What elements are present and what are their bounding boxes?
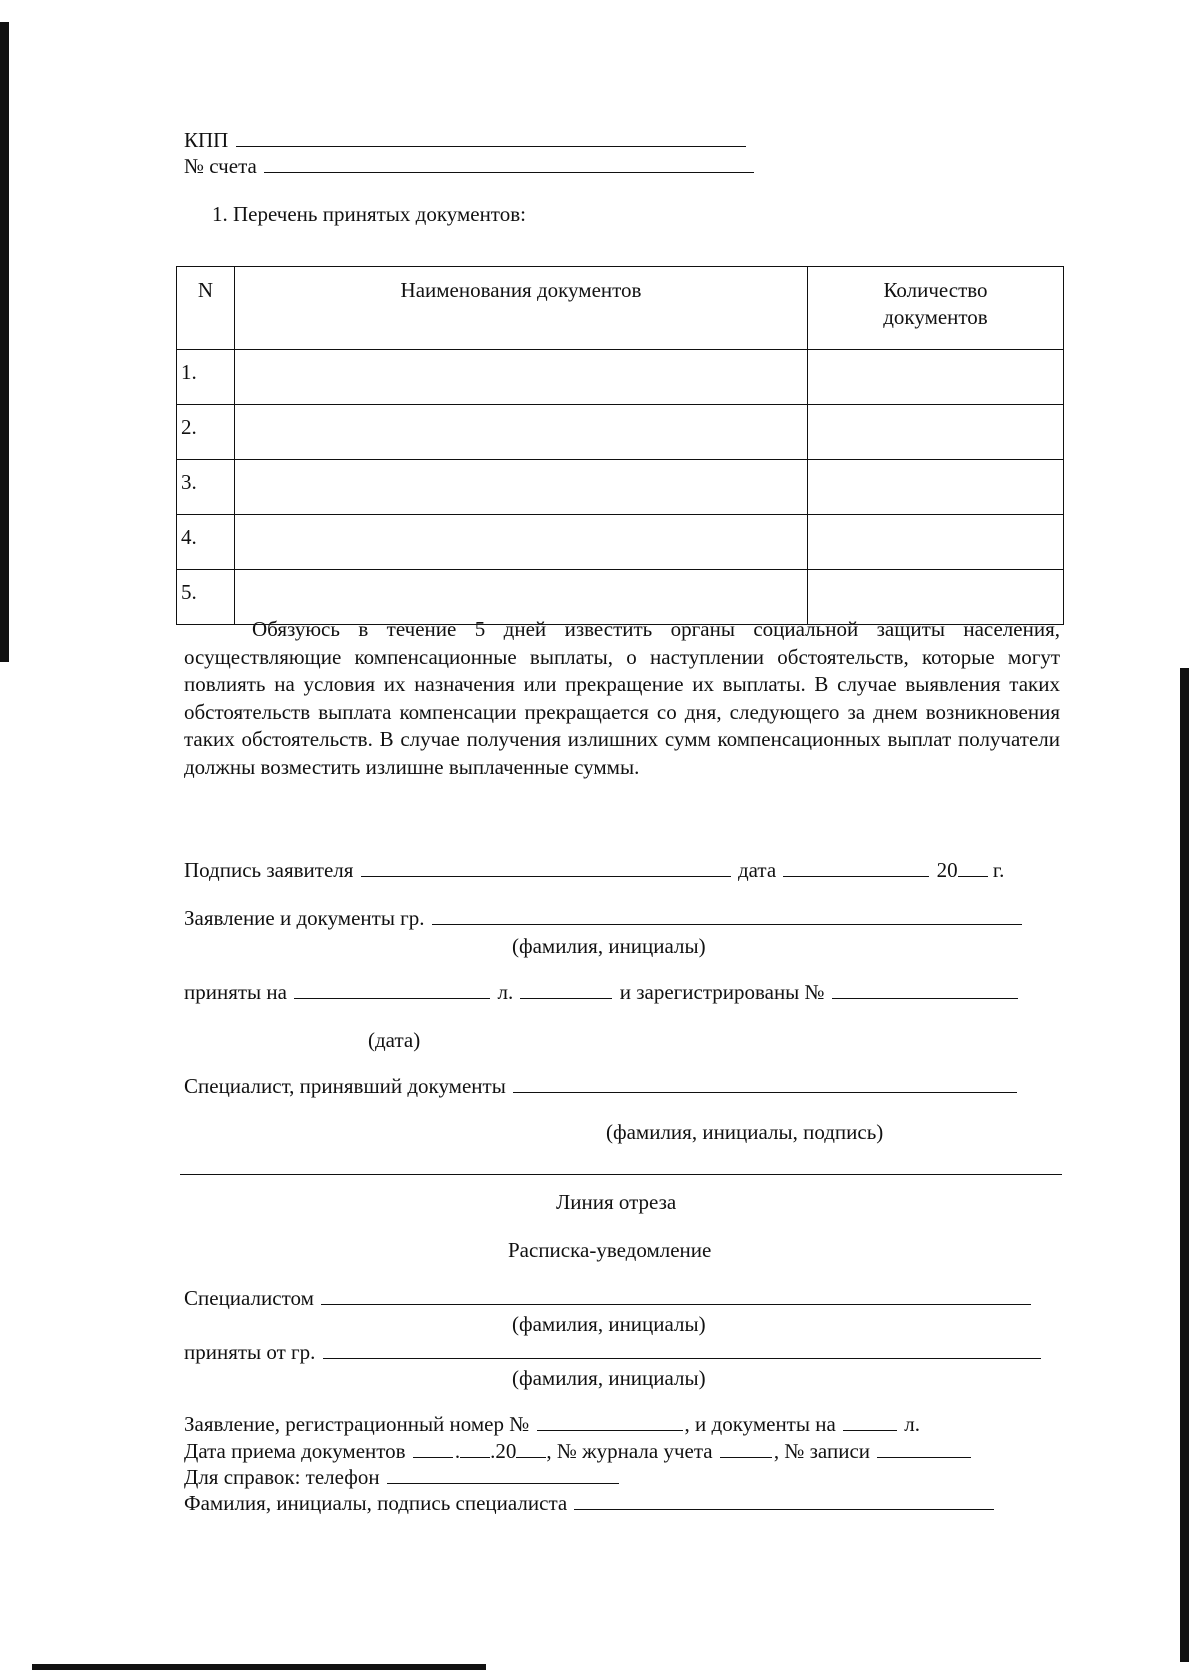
specialist-row bbox=[184, 1074, 1019, 1098]
doc-count-cell[interactable] bbox=[808, 515, 1064, 570]
row-number: 3. bbox=[177, 460, 235, 515]
kpp-label: КПП bbox=[184, 128, 229, 152]
year-prefix: 20 bbox=[936, 858, 958, 882]
doc-count-cell[interactable] bbox=[808, 350, 1064, 405]
year-blank[interactable] bbox=[958, 858, 988, 877]
reg-number-label: Заявление, регистрационный номер № bbox=[184, 1412, 530, 1436]
journal-label: , № журнала учета bbox=[546, 1439, 713, 1463]
kpp-blank[interactable] bbox=[236, 128, 746, 147]
scan-edge-bottom bbox=[32, 1664, 486, 1670]
table-header-row bbox=[177, 267, 1064, 350]
accepted-label: приняты на bbox=[184, 980, 287, 1004]
row-number: 1. bbox=[177, 350, 235, 405]
accepted-row bbox=[184, 980, 1020, 1004]
application-label: Заявление и документы гр. bbox=[184, 906, 425, 930]
specialist-label: Специалист, принявший документы bbox=[184, 1074, 506, 1098]
doc-name-cell[interactable] bbox=[235, 350, 808, 405]
account-label: № счета bbox=[184, 154, 257, 178]
receipt-from-blank[interactable] bbox=[323, 1340, 1041, 1359]
account-blank[interactable] bbox=[264, 154, 754, 173]
col-count-line1: Количество bbox=[883, 278, 988, 302]
obligation-paragraph: Обязуюсь в течение 5 дней известить органы социальной защиты населения, осуществляющие компенсационные выплаты, о наступлении обстоятельств, которые могут повлиять на условия их назначения или прекращение их выплаты. В случае выявления таких обстоятельств выплата компенсации прекращается со дня, следующего за днем возникновения таких обстоятельств. В случае получения излишних сумм компенсационных выплат получатели должны возместить излишне выплаченные суммы. bbox=[184, 617, 1060, 779]
registered-label: и зарегистрированы № bbox=[619, 980, 825, 1004]
receipt-specialist-hint: (фамилия, инициалы) bbox=[512, 1312, 706, 1336]
row-number: 4. bbox=[177, 515, 235, 570]
cut-divider bbox=[180, 1174, 1062, 1175]
col-n-header: N bbox=[177, 267, 235, 350]
receipt-line1 bbox=[184, 1412, 920, 1436]
receipt-year-blank[interactable] bbox=[516, 1439, 546, 1458]
record-label: , № записи bbox=[773, 1439, 871, 1463]
row-number: 5. bbox=[177, 570, 235, 625]
account-field bbox=[184, 154, 756, 178]
date-blank[interactable] bbox=[783, 858, 929, 877]
application-row bbox=[184, 906, 1024, 930]
specialist-hint: (фамилия, инициалы, подпись) bbox=[606, 1120, 884, 1144]
reg-number-blank[interactable] bbox=[537, 1412, 683, 1431]
row-number: 2. bbox=[177, 405, 235, 460]
doc-name-cell[interactable] bbox=[235, 460, 808, 515]
registration-number-blank[interactable] bbox=[832, 980, 1018, 999]
doc-count-cell[interactable] bbox=[808, 460, 1064, 515]
scan-edge-right bbox=[1180, 668, 1189, 1662]
col-count-line2: документов bbox=[883, 305, 988, 329]
doc-name-cell[interactable] bbox=[235, 405, 808, 460]
table-row bbox=[177, 460, 1064, 515]
record-blank[interactable] bbox=[877, 1439, 971, 1458]
phone-label: Для справок: телефон bbox=[184, 1465, 380, 1489]
specialist-blank[interactable] bbox=[513, 1074, 1017, 1093]
receipt-from-row bbox=[184, 1340, 1043, 1364]
signature-label: Подпись заявителя bbox=[184, 858, 354, 882]
table-row bbox=[177, 405, 1064, 460]
docs-on-label: , и документы на bbox=[684, 1412, 836, 1436]
receipt-title: Расписка-уведомление bbox=[508, 1238, 712, 1262]
receipt-year-prefix: .20 bbox=[490, 1439, 517, 1463]
scan-edge-left bbox=[0, 22, 9, 662]
receipt-date-label: Дата приема документов bbox=[184, 1439, 406, 1463]
final-specialist-blank[interactable] bbox=[574, 1491, 994, 1510]
signature-blank[interactable] bbox=[361, 858, 731, 877]
kpp-field bbox=[184, 128, 748, 152]
docs-sheets-unit: л. bbox=[904, 1412, 921, 1436]
docs-sheets-blank[interactable] bbox=[843, 1412, 897, 1431]
section-title: 1. Перечень принятых документов: bbox=[212, 202, 526, 226]
table-row bbox=[177, 515, 1064, 570]
col-count-header bbox=[808, 267, 1064, 350]
receipt-specialist-row bbox=[184, 1286, 1033, 1310]
receipt-specialist-blank[interactable] bbox=[321, 1286, 1031, 1305]
table-row bbox=[177, 350, 1064, 405]
receipt-month-blank[interactable] bbox=[460, 1439, 490, 1458]
accepted-date-hint: (дата) bbox=[368, 1028, 421, 1052]
sheets-blank[interactable] bbox=[520, 980, 612, 999]
phone-blank[interactable] bbox=[387, 1465, 619, 1484]
final-specialist-label: Фамилия, инициалы, подпись специалиста bbox=[184, 1491, 568, 1515]
date-label: дата bbox=[737, 858, 777, 882]
sheets-label: л. bbox=[497, 980, 514, 1004]
doc-count-cell[interactable] bbox=[808, 405, 1064, 460]
receipt-specialist-label: Специалистом bbox=[184, 1286, 314, 1310]
applicant-name-blank[interactable] bbox=[432, 906, 1022, 925]
receipt-line3 bbox=[184, 1465, 621, 1489]
application-hint: (фамилия, инициалы) bbox=[512, 934, 706, 958]
journal-blank[interactable] bbox=[720, 1439, 772, 1458]
col-name-header: Наименования документов bbox=[235, 267, 808, 350]
accepted-date-blank[interactable] bbox=[294, 980, 490, 999]
year-suffix: г. bbox=[992, 858, 1005, 882]
receipt-from-label: приняты от гр. bbox=[184, 1340, 316, 1364]
signature-row bbox=[184, 858, 1004, 882]
receipt-line2: Дата приема документов . .20 , № журнала учета , № записи bbox=[184, 1439, 973, 1463]
documents-table bbox=[176, 266, 1064, 625]
receipt-line4 bbox=[184, 1491, 996, 1515]
receipt-from-hint: (фамилия, инициалы) bbox=[512, 1366, 706, 1390]
doc-name-cell[interactable] bbox=[235, 515, 808, 570]
cut-line-label: Линия отреза bbox=[556, 1190, 677, 1214]
receipt-day-blank[interactable] bbox=[413, 1439, 453, 1458]
